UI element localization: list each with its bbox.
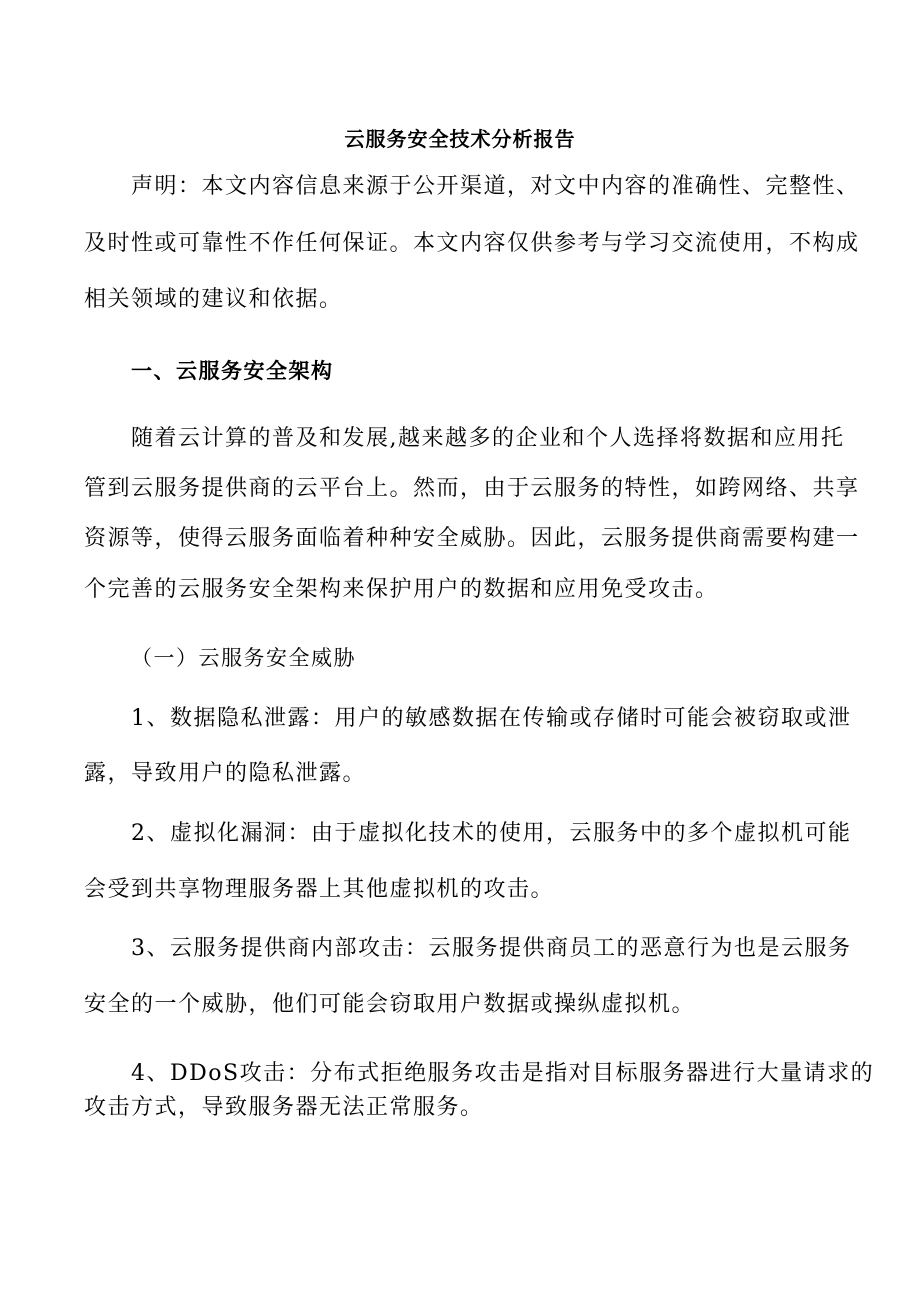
threat-item-2-line-1: 2、虚拟化漏洞：由于虚拟化技术的使用，云服务中的多个虚拟机可能 <box>131 821 852 846</box>
threat-item-3-line-1: 3、云服务提供商内部攻击：云服务提供商员工的恶意行为也是云服务 <box>131 936 852 961</box>
intro-line-2: 管到云服务提供商的云平台上。然而，由于云服务的特性，如跨网络、共享 <box>84 476 860 501</box>
threat-item-3-line-2: 安全的一个威胁，他们可能会窃取用户数据或操纵虚拟机。 <box>84 992 696 1017</box>
intro-line-3: 资源等，使得云服务面临着种种安全威胁。因此，云服务提供商需要构建一 <box>84 526 860 551</box>
threat-item-1-line-1: 1、数据隐私泄露：用户的敏感数据在传输或存储时可能会被窃取或泄 <box>131 706 852 731</box>
document-title: 云服务安全技术分析报告 <box>344 127 576 151</box>
subsection-heading: （一）云服务安全威胁 <box>131 646 356 670</box>
disclaimer-line-1: 声明：本文内容信息来源于公开渠道，对文中内容的准确性、完整性、 <box>131 174 860 199</box>
disclaimer-line-2: 及时性或可靠性不作任何保证。本文内容仅供参考与学习交流使用，不构成 <box>84 231 860 256</box>
intro-line-4: 个完善的云服务安全架构来保护用户的数据和应用免受攻击。 <box>84 577 719 602</box>
disclaimer-line-3: 相关领域的建议和依据。 <box>84 287 343 312</box>
threat-item-1-line-2: 露，导致用户的隐私泄露。 <box>84 761 367 786</box>
threat-item-4-line-1: 4、DDoS攻击：分布式拒绝服务攻击是指对目标服务器进行大量请求的 <box>131 1061 875 1086</box>
threat-item-2-line-2: 会受到共享物理服务器上其他虚拟机的攻击。 <box>84 877 555 902</box>
section-heading: 一、云服务安全架构 <box>131 358 334 383</box>
intro-line-1: 随着云计算的普及和发展,越来越多的企业和个人选择将数据和应用托 <box>131 426 845 451</box>
threat-item-4-line-2: 攻击方式，导致服务器无法正常服务。 <box>84 1095 484 1120</box>
